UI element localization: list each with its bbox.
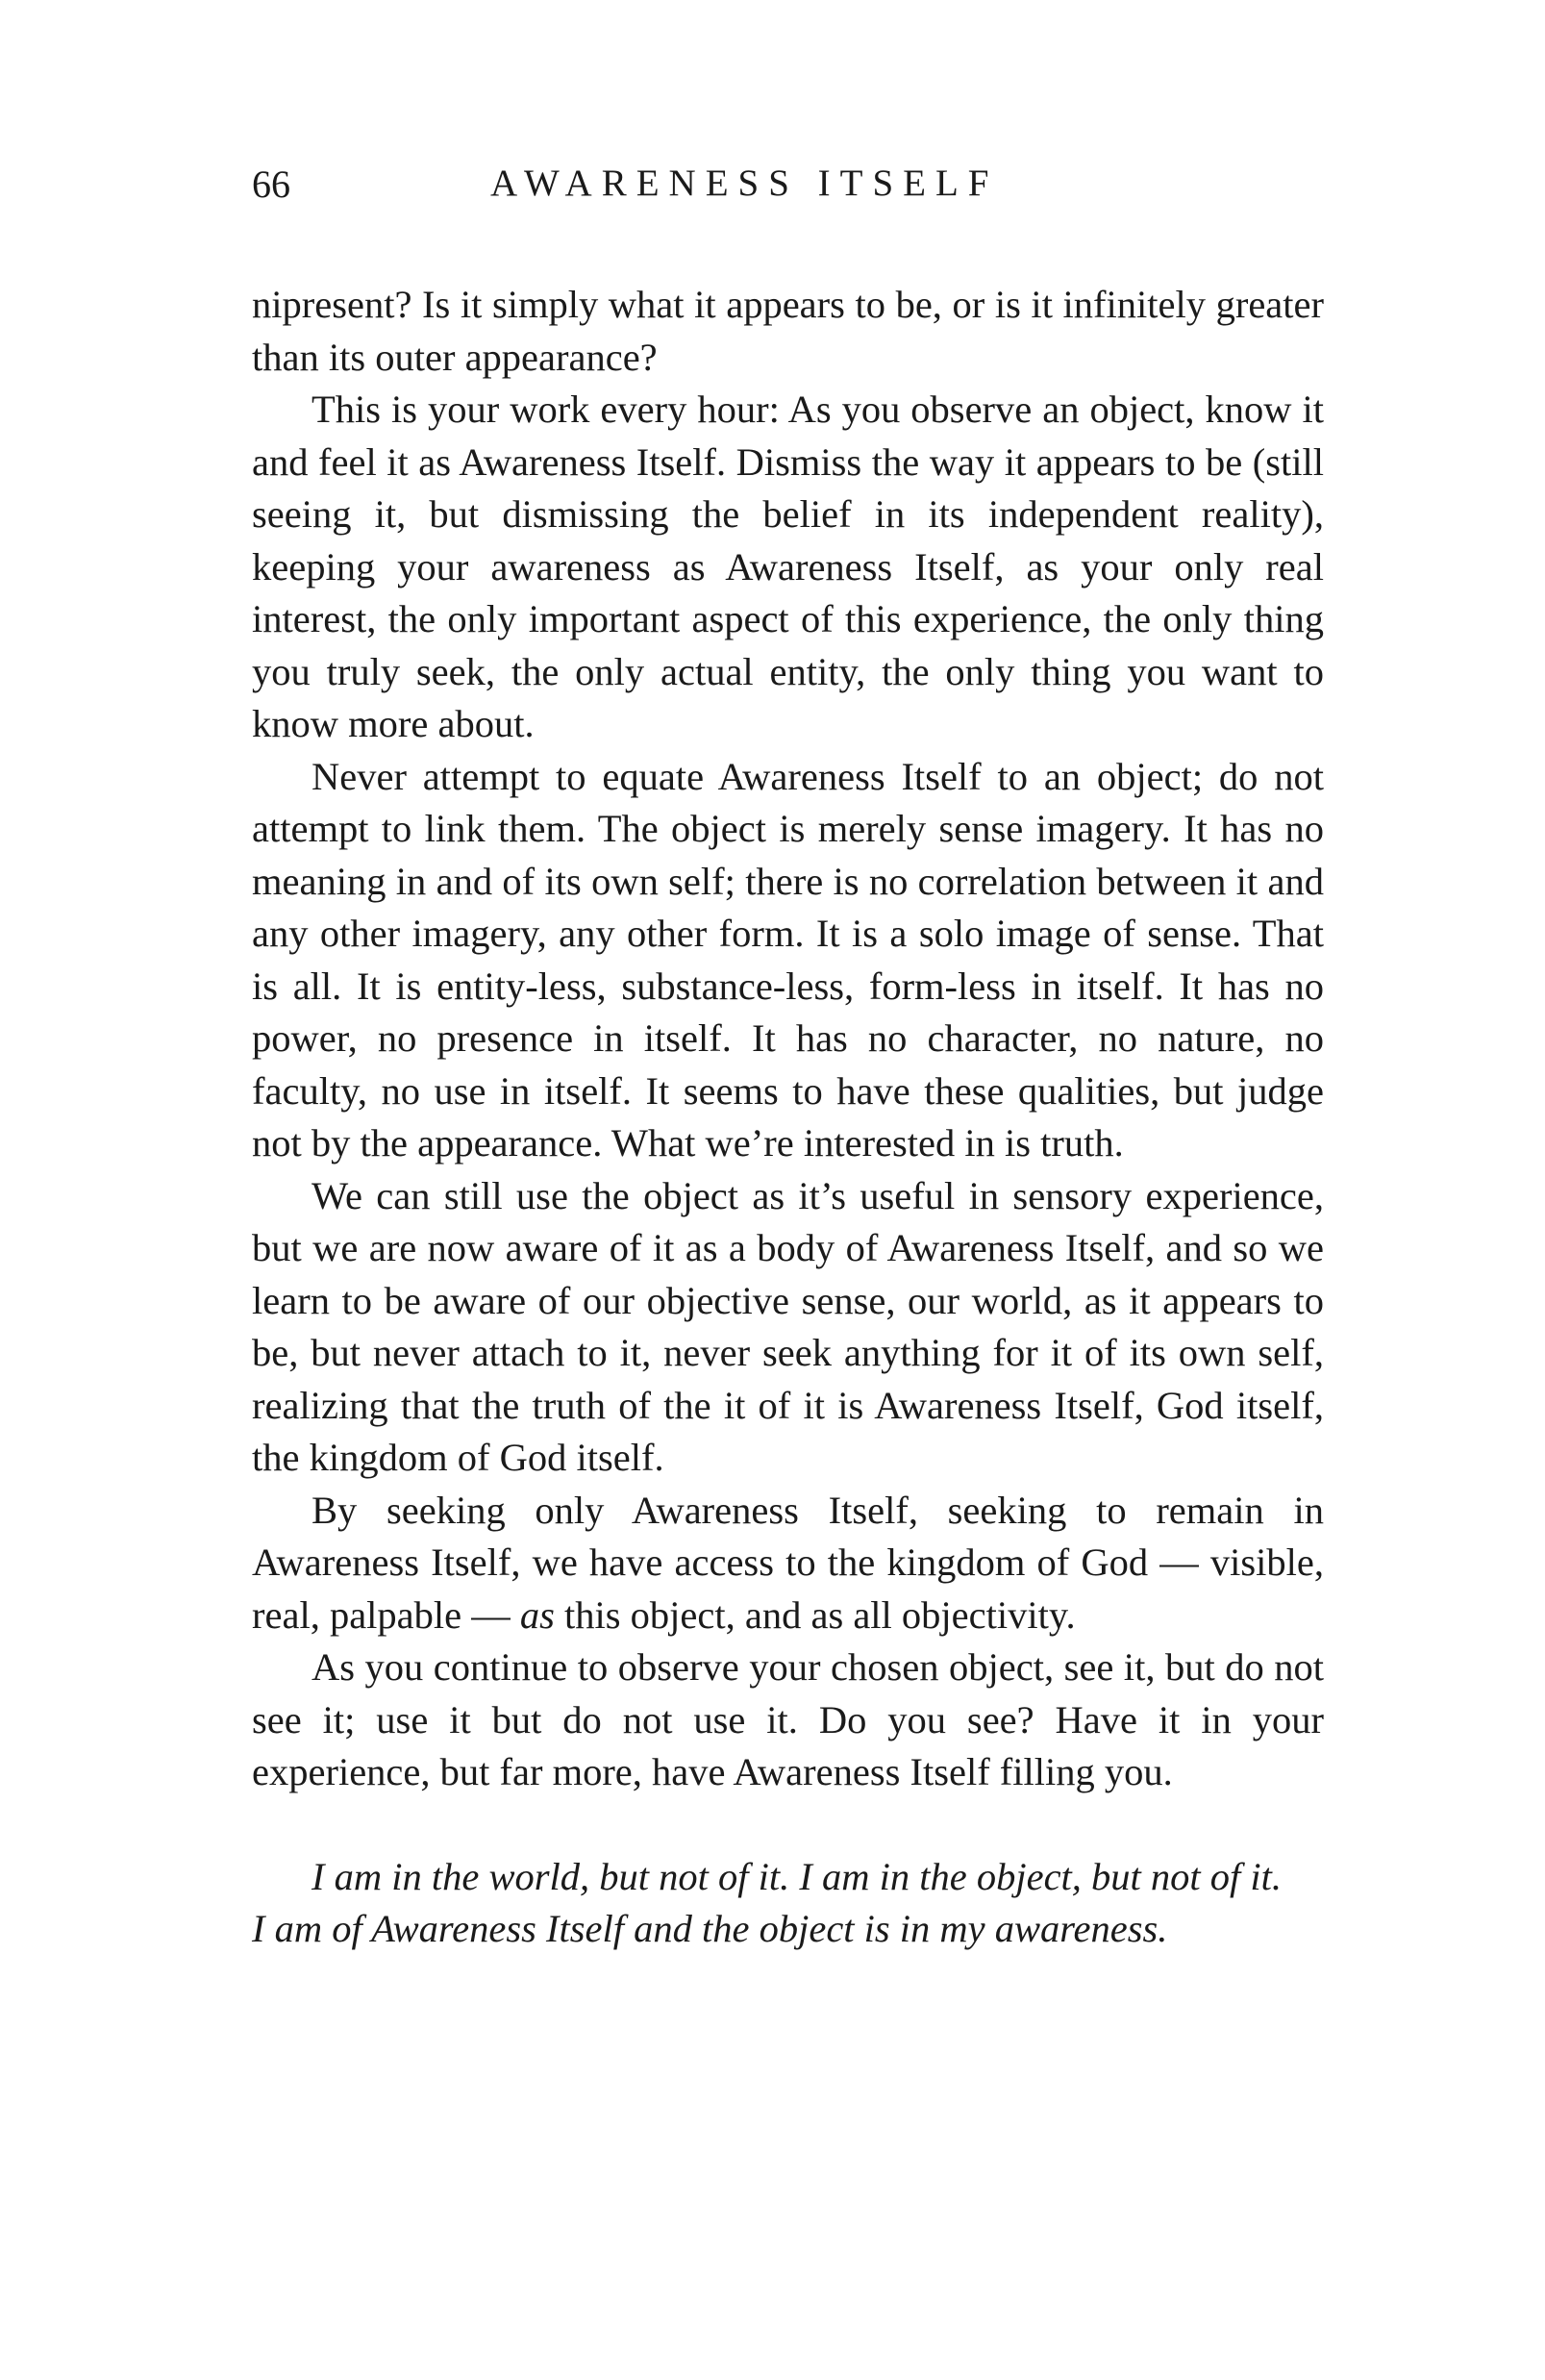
paragraph xyxy=(252,1485,1324,1642)
running-head: AWARENESS ITSELF xyxy=(490,163,999,204)
affirmation-line: I am of Awareness Itself and the object is in my awareness. xyxy=(252,1907,1168,1950)
paragraph: This is your work every hour: As you observe an object, know it and feel it as Awareness Itself. Dismiss the way it appears to be (still seeing it, but dismissing the belief in its independent reality), keeping your awareness as Awareness Itself, as your only real interest, the only important aspect of this experience, the only thing you truly seek, the only actual entity, the only thing you want to know more about. xyxy=(252,388,1324,745)
page-header xyxy=(252,162,1329,215)
affirmation-line: I am in the world, but not of it. I am in the object, but not of it. xyxy=(311,1854,1283,1898)
paragraph: nipresent? Is it simply what it appears to be, or is it infinitely greater than its outer appearance? xyxy=(252,283,1324,379)
page-number: 66 xyxy=(252,163,290,206)
body-text xyxy=(252,279,1324,1956)
paragraph: Never attempt to equate Awareness Itself to an object; do not attempt to link them. The object is merely sense imagery. It has no meaning in and of its own self; there is no correlation between it and any other imagery, any other form. It is a solo image of sense. That is all. It is entity-less, substance-less, form-less in itself. It has no power, no presence in itself. It has no character, no nature, no faculty, no use in itself. It seems to have these qualities, but judge not by the appearance. What we’re interested in is truth. xyxy=(252,754,1324,1165)
paragraph: We can still use the object as it’s useful in sensory experience, but we are now aware of it as a body of Awareness Itself, and so we learn to be aware of our objective sense, our world, as it appears to be, but never attach to it, never seek anything for it of its own self, realizing that the truth of the it of it is Awareness Itself, God itself, the kingdom of God itself. xyxy=(252,1173,1324,1479)
paragraph-text: By seeking only Awareness Itself, seeking to remain in Awareness Itself, we have access to the kingdom of God — visible, real, palpable — xyxy=(252,1488,1324,1637)
closing-affirmation xyxy=(252,1851,1324,1956)
emphasis-text: as xyxy=(519,1592,555,1637)
paragraph: As you continue to observe your chosen object, see it, but do not see it; use it but do not use it. Do you see? Have it in your experience, but far more, have Awareness Itself filling you. xyxy=(252,1645,1324,1793)
paragraph-text: this object, and as all objectivity. xyxy=(554,1592,1076,1637)
